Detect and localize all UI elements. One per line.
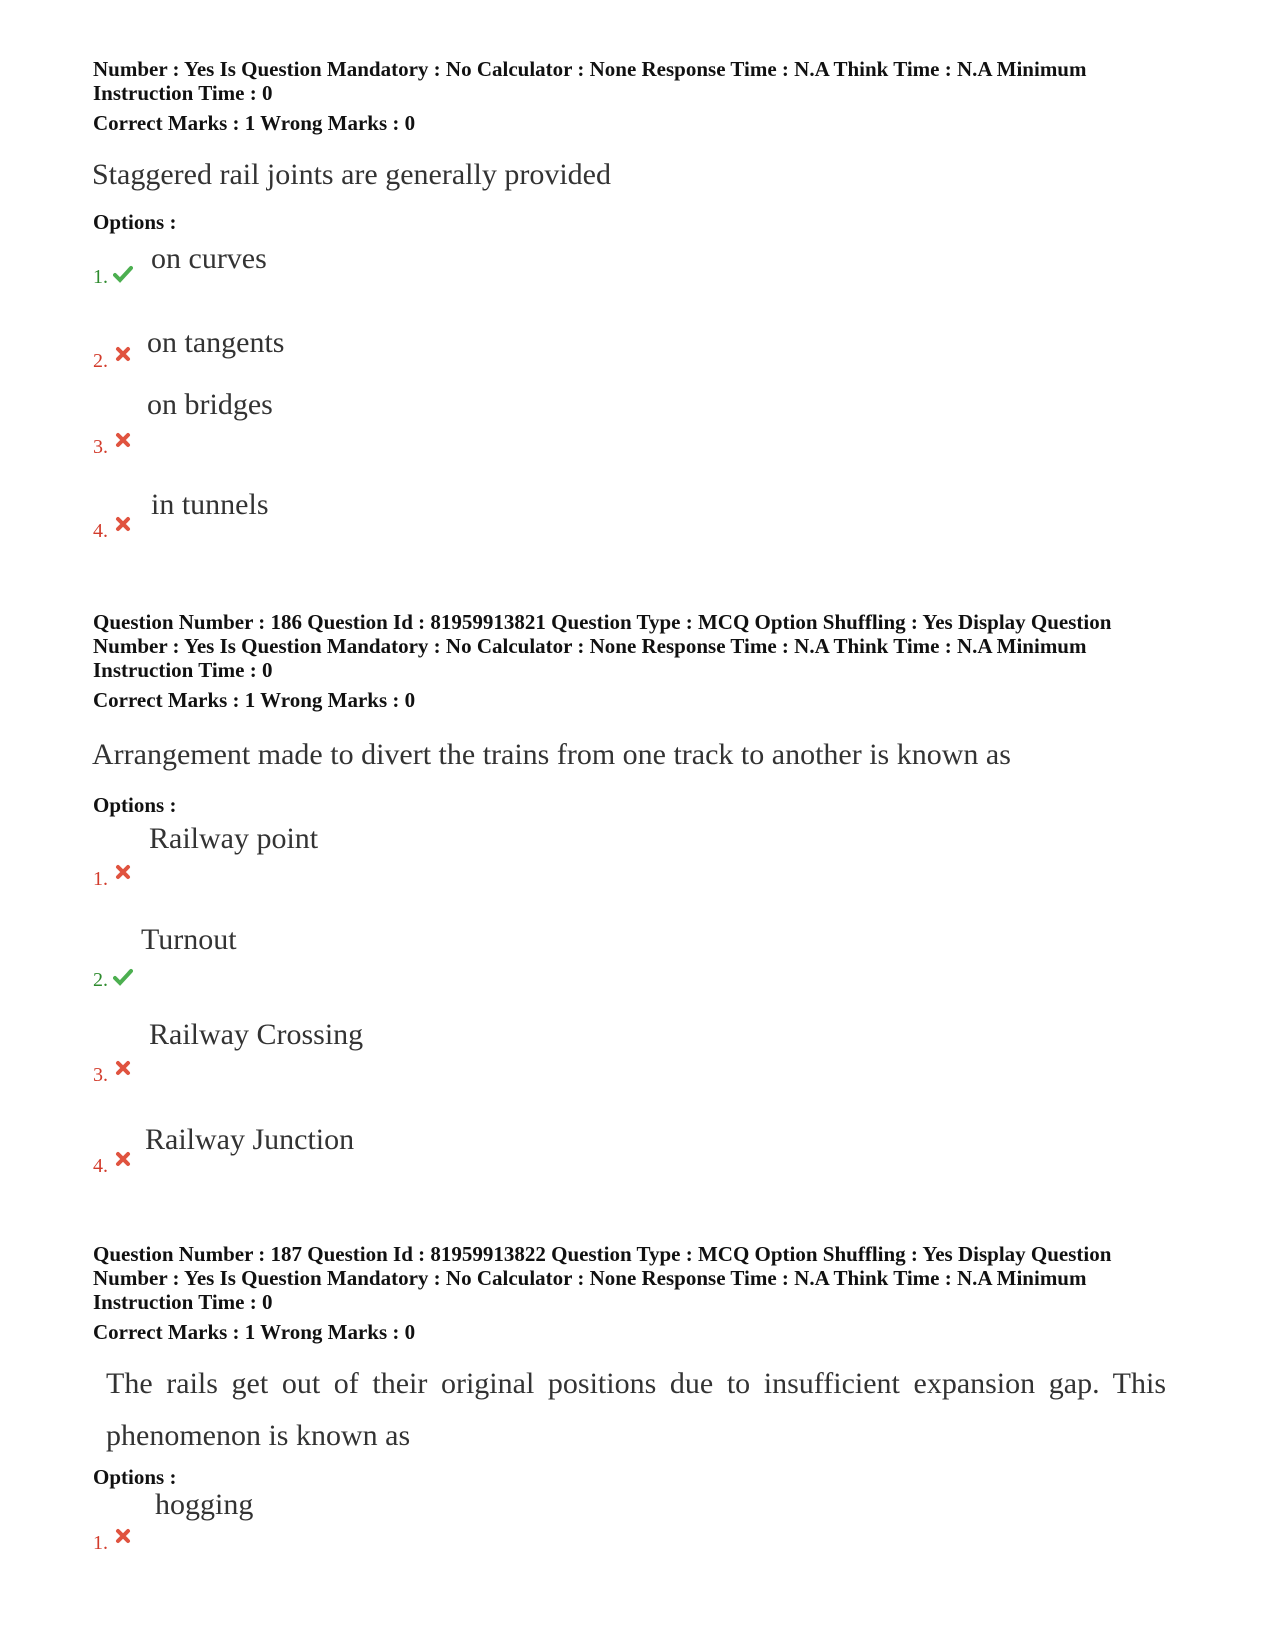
meta-line: Instruction Time : 0 bbox=[93, 81, 273, 105]
cross-icon bbox=[115, 1528, 131, 1544]
meta-line: Instruction Time : 0 bbox=[93, 658, 273, 682]
cross-icon bbox=[115, 346, 131, 362]
meta-line: Number : Yes Is Question Mandatory : No Calculator : None Response Time : N.A Think Time : N.A Minimum bbox=[93, 57, 1087, 81]
cross-icon bbox=[115, 1060, 131, 1076]
option-number: 3. bbox=[93, 1064, 108, 1086]
option-text: hogging bbox=[155, 1488, 254, 1521]
option-number: 4. bbox=[93, 1155, 108, 1177]
question-185-text: Staggered rail joints are generally provided bbox=[92, 158, 611, 191]
option-number: 1. bbox=[93, 1532, 108, 1554]
question-187-text: The rails get out of their original positions due to insufficient expansion gap. This phenomenon is known as bbox=[106, 1367, 1166, 1452]
option-text: in tunnels bbox=[151, 488, 269, 521]
option-number: 2. bbox=[93, 350, 108, 372]
option-text: on bridges bbox=[147, 388, 273, 421]
question-187-meta bbox=[93, 1242, 1213, 1344]
meta-line: Question Number : 186 Question Id : 81959913821 Question Type : MCQ Option Shuffling : Yes Display Question bbox=[93, 610, 1112, 634]
check-icon bbox=[113, 264, 133, 284]
marks: Correct Marks : 1 Wrong Marks : 0 bbox=[93, 688, 416, 712]
option-text: on curves bbox=[151, 242, 267, 275]
cross-icon bbox=[115, 516, 131, 532]
meta-line: Number : Yes Is Question Mandatory : No Calculator : None Response Time : N.A Think Time : N.A Minimum bbox=[93, 634, 1087, 658]
option-text: Railway Junction bbox=[145, 1123, 355, 1156]
meta-line: Question Number : 187 Question Id : 81959913822 Question Type : MCQ Option Shuffling : Yes Display Question bbox=[93, 1242, 1112, 1266]
option-number: 1. bbox=[93, 868, 108, 890]
option-number: 4. bbox=[93, 520, 108, 542]
cross-icon bbox=[115, 1151, 131, 1167]
option-text: Turnout bbox=[141, 923, 237, 956]
marks: Correct Marks : 1 Wrong Marks : 0 bbox=[93, 1320, 416, 1344]
question-186-text: Arrangement made to divert the trains from one track to another is known as bbox=[92, 738, 1011, 771]
options-label: Options : bbox=[93, 1465, 177, 1489]
question-186-meta bbox=[93, 610, 1213, 712]
options-label: Options : bbox=[93, 210, 177, 234]
option-number: 2. bbox=[93, 969, 108, 991]
question-185-meta bbox=[93, 57, 1213, 135]
marks: Correct Marks : 1 Wrong Marks : 0 bbox=[93, 111, 416, 135]
cross-icon bbox=[115, 432, 131, 448]
meta-line: Instruction Time : 0 bbox=[93, 1290, 273, 1314]
option-number: 1. bbox=[93, 266, 108, 288]
meta-line: Number : Yes Is Question Mandatory : No Calculator : None Response Time : N.A Think Time : N.A Minimum bbox=[93, 1266, 1087, 1290]
option-number: 3. bbox=[93, 436, 108, 458]
cross-icon bbox=[115, 864, 131, 880]
options-label: Options : bbox=[93, 793, 177, 817]
option-text: Railway Crossing bbox=[149, 1018, 364, 1051]
option-text: on tangents bbox=[147, 326, 285, 359]
check-icon bbox=[113, 967, 133, 987]
option-text: Railway point bbox=[149, 822, 319, 855]
